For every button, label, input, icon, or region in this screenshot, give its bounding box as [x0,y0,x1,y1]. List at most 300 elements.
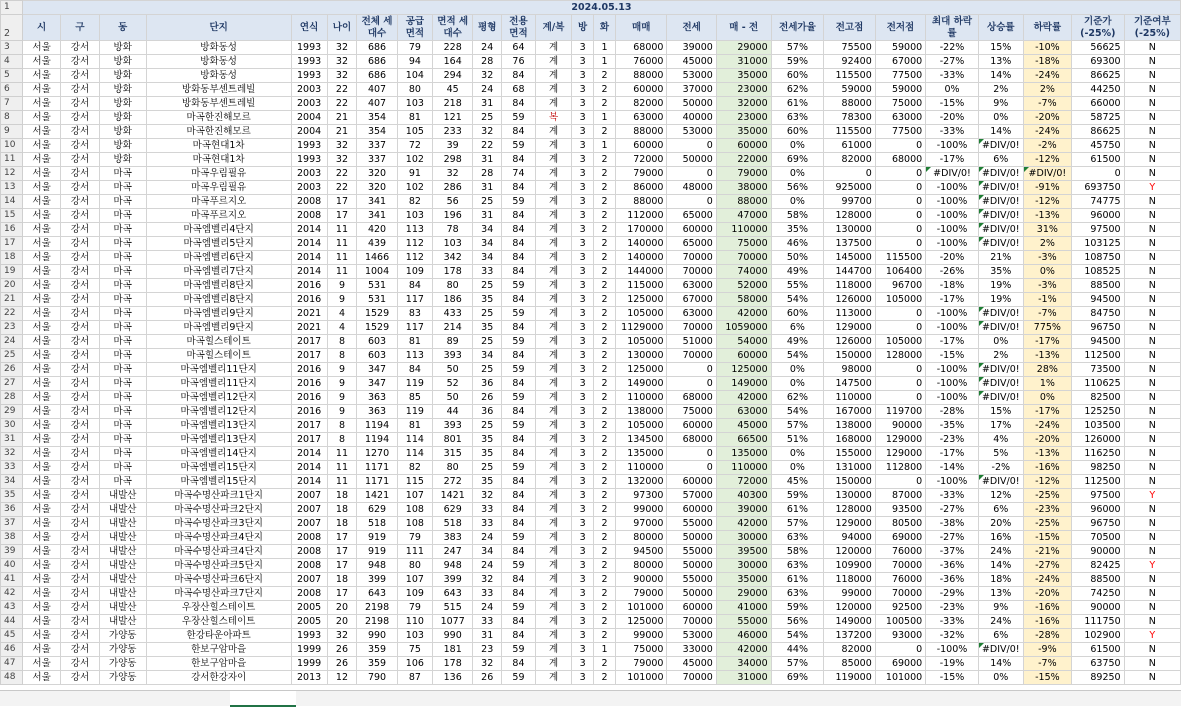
column-header[interactable]: 전세가율 [771,15,824,41]
table-cell[interactable]: 2 [594,475,616,489]
row-number[interactable]: 2 [1,15,23,41]
table-cell[interactable]: 2 [594,601,616,615]
table-cell[interactable]: 102 [397,181,432,195]
table-cell[interactable]: 2017 [291,335,327,349]
table-cell[interactable]: 84 [501,377,535,391]
table-cell[interactable]: 강서 [61,489,99,503]
table-cell[interactable]: 294 [432,69,473,83]
table-cell[interactable]: 강서 [61,69,99,83]
table-cell[interactable]: 서울 [22,125,60,139]
table-cell[interactable]: #DIV/0! [978,181,1023,195]
table-cell[interactable]: 96000 [1071,503,1124,517]
table-cell[interactable]: N [1124,279,1180,293]
table-cell[interactable]: 마곡 [99,265,146,279]
table-cell[interactable]: 2 [594,545,616,559]
table-cell[interactable]: 계 [535,559,571,573]
table-cell[interactable]: 3 [572,531,594,545]
table-cell[interactable]: 990 [357,629,398,643]
table-cell[interactable]: -100% [926,475,979,489]
table-cell[interactable]: 69000 [875,657,925,671]
row-number[interactable]: 7 [1,97,23,111]
table-cell[interactable]: 계 [535,517,571,531]
table-cell[interactable]: 72 [397,139,432,153]
table-cell[interactable]: 0 [875,307,925,321]
table-cell[interactable]: 109900 [824,559,876,573]
table-cell[interactable]: -2% [1023,139,1071,153]
column-header[interactable]: 계/복 [535,15,571,41]
table-cell[interactable]: 32 [327,55,357,69]
table-cell[interactable]: -22% [926,41,979,55]
table-cell[interactable]: 3 [572,195,594,209]
table-cell[interactable]: 1194 [357,419,398,433]
table-cell[interactable]: 마곡 [99,405,146,419]
column-header[interactable]: 하락률 [1023,15,1071,41]
table-cell[interactable]: 강서 [61,279,99,293]
table-cell[interactable]: 3 [572,419,594,433]
column-header[interactable]: 구 [61,15,99,41]
table-cell[interactable]: 26 [327,643,357,657]
table-cell[interactable]: 97500 [1071,223,1124,237]
table-cell[interactable]: -33% [926,69,979,83]
table-cell[interactable]: 31 [473,209,502,223]
table-cell[interactable]: 한보구암마을 [146,643,291,657]
table-cell[interactable]: 126000 [824,293,876,307]
table-cell[interactable]: 1077 [432,615,473,629]
table-cell[interactable]: 105000 [615,419,667,433]
table-cell[interactable]: 298 [432,153,473,167]
table-cell[interactable]: 마곡수명산파크6단지 [146,573,291,587]
table-cell[interactable]: -33% [926,489,979,503]
table-cell[interactable]: N [1124,69,1180,83]
table-cell[interactable]: 35 [473,447,502,461]
table-cell[interactable]: 125000 [615,293,667,307]
table-cell[interactable]: -20% [1023,111,1071,125]
table-cell[interactable]: 103125 [1071,237,1124,251]
table-cell[interactable]: 102 [397,153,432,167]
table-cell[interactable]: 775% [1023,321,1071,335]
table-cell[interactable]: 32 [327,153,357,167]
table-cell[interactable]: 150000 [824,349,876,363]
table-cell[interactable]: 3 [572,69,594,83]
table-cell[interactable]: 22 [327,97,357,111]
table-cell[interactable]: 88000 [716,195,771,209]
table-cell[interactable]: 515 [432,601,473,615]
table-cell[interactable]: 90000 [1071,545,1124,559]
table-cell[interactable]: 24 [473,601,502,615]
table-cell[interactable]: 341 [357,209,398,223]
table-cell[interactable]: 2016 [291,377,327,391]
table-cell[interactable]: 117 [397,321,432,335]
table-cell[interactable]: 2007 [291,573,327,587]
table-cell[interactable]: 1194 [357,433,398,447]
table-cell[interactable]: 84 [501,251,535,265]
table-cell[interactable]: 363 [357,405,398,419]
table-cell[interactable]: 2 [594,391,616,405]
table-cell[interactable]: 방화 [99,139,146,153]
table-cell[interactable]: 59 [501,111,535,125]
table-cell[interactable]: 강서 [61,615,99,629]
table-cell[interactable]: 서울 [22,517,60,531]
table-cell[interactable]: 우장산힐스테이트 [146,615,291,629]
table-cell[interactable]: 강서 [61,41,99,55]
table-cell[interactable]: 75500 [824,41,876,55]
table-cell[interactable]: 계 [535,237,571,251]
column-header[interactable]: 화 [594,15,616,41]
table-cell[interactable]: 서울 [22,97,60,111]
table-cell[interactable]: -27% [1023,559,1071,573]
table-cell[interactable]: 1999 [291,657,327,671]
row-number[interactable]: 13 [1,181,23,195]
table-cell[interactable]: 50 [432,363,473,377]
table-cell[interactable]: 2 [594,223,616,237]
table-cell[interactable]: 76000 [875,545,925,559]
table-cell[interactable]: 서울 [22,55,60,69]
table-cell[interactable]: -13% [1023,209,1071,223]
table-cell[interactable]: 686 [357,41,398,55]
table-cell[interactable]: 320 [357,181,398,195]
table-cell[interactable]: 0% [1023,265,1071,279]
table-cell[interactable]: 4% [978,433,1023,447]
table-cell[interactable]: 계 [535,223,571,237]
table-cell[interactable]: 101000 [615,671,667,685]
table-cell[interactable]: 21% [978,251,1023,265]
table-cell[interactable]: -91% [1023,181,1071,195]
column-header[interactable]: 최대 하락률 [926,15,979,41]
table-cell[interactable]: -32% [926,629,979,643]
table-cell[interactable]: 63000 [667,279,716,293]
table-cell[interactable]: 강서 [61,251,99,265]
table-cell[interactable]: 78300 [824,111,876,125]
table-cell[interactable]: 70000 [667,251,716,265]
table-cell[interactable]: 2 [594,279,616,293]
table-cell[interactable]: 계 [535,475,571,489]
table-cell[interactable]: 130000 [615,349,667,363]
table-cell[interactable]: 3 [572,503,594,517]
table-cell[interactable]: 가양동 [99,671,146,685]
row-number[interactable]: 11 [1,153,23,167]
table-cell[interactable]: 100500 [875,615,925,629]
table-cell[interactable]: 2 [594,307,616,321]
table-cell[interactable]: 42000 [716,307,771,321]
table-cell[interactable]: -27% [926,531,979,545]
table-cell[interactable]: 53000 [667,125,716,139]
table-cell[interactable]: 93500 [875,503,925,517]
table-cell[interactable]: 4 [327,307,357,321]
table-cell[interactable]: 69300 [1071,55,1124,69]
table-cell[interactable]: N [1124,41,1180,55]
table-cell[interactable]: 35000 [716,125,771,139]
table-cell[interactable]: 63000 [667,307,716,321]
table-cell[interactable]: 1004 [357,265,398,279]
table-cell[interactable]: -100% [926,195,979,209]
table-cell[interactable]: N [1124,195,1180,209]
table-cell[interactable]: 110625 [1071,377,1124,391]
table-cell[interactable]: 125250 [1071,405,1124,419]
table-cell[interactable]: 강서 [61,293,99,307]
table-cell[interactable]: 0 [667,363,716,377]
table-cell[interactable]: 마곡 [99,391,146,405]
table-cell[interactable]: 17 [327,209,357,223]
table-cell[interactable]: 88000 [615,195,667,209]
table-cell[interactable]: 59 [501,391,535,405]
table-cell[interactable]: 서울 [22,545,60,559]
table-cell[interactable]: 3 [572,41,594,55]
table-cell[interactable]: 2 [594,265,616,279]
table-cell[interactable]: 3 [572,293,594,307]
table-cell[interactable]: 119 [397,377,432,391]
table-cell[interactable]: 24% [978,545,1023,559]
column-header[interactable]: 동 [99,15,146,41]
table-cell[interactable]: 34 [473,251,502,265]
table-cell[interactable]: 0% [978,111,1023,125]
table-cell[interactable]: 61500 [1071,153,1124,167]
table-cell[interactable]: 서울 [22,223,60,237]
row-number[interactable]: 1 [1,1,23,15]
table-cell[interactable]: 서울 [22,615,60,629]
table-cell[interactable]: 2008 [291,545,327,559]
table-cell[interactable]: N [1124,223,1180,237]
table-cell[interactable]: 140000 [615,237,667,251]
table-cell[interactable]: 64 [501,41,535,55]
column-header[interactable]: 상승률 [978,15,1023,41]
table-cell[interactable]: 45750 [1071,139,1124,153]
table-cell[interactable]: 39500 [716,545,771,559]
table-cell[interactable]: 0% [771,447,824,461]
table-cell[interactable]: 84 [501,447,535,461]
table-cell[interactable]: 57% [771,517,824,531]
table-cell[interactable]: 73500 [1071,363,1124,377]
table-cell[interactable]: -24% [1023,573,1071,587]
table-cell[interactable]: 60% [771,69,824,83]
table-cell[interactable]: 33 [473,615,502,629]
table-cell[interactable]: 439 [357,237,398,251]
table-cell[interactable]: 24 [473,559,502,573]
table-cell[interactable]: 84 [501,349,535,363]
table-cell[interactable]: 3 [572,461,594,475]
table-cell[interactable]: 315 [432,447,473,461]
table-cell[interactable]: 85000 [824,657,876,671]
table-cell[interactable]: 83 [397,307,432,321]
table-cell[interactable]: 22000 [716,153,771,167]
table-cell[interactable]: 26 [327,657,357,671]
table-cell[interactable]: 79 [397,531,432,545]
table-cell[interactable]: 178 [432,265,473,279]
table-cell[interactable]: 70000 [667,349,716,363]
table-cell[interactable]: 2 [594,573,616,587]
table-cell[interactable]: 2 [594,83,616,97]
table-cell[interactable]: 129000 [824,517,876,531]
table-cell[interactable]: 2198 [357,615,398,629]
table-cell[interactable]: 마곡엠벨리7단지 [146,265,291,279]
table-cell[interactable]: -20% [926,251,979,265]
table-cell[interactable]: N [1124,209,1180,223]
table-cell[interactable]: 87000 [875,489,925,503]
column-header[interactable]: 단지 [146,15,291,41]
table-cell[interactable]: N [1124,615,1180,629]
table-cell[interactable]: 354 [357,125,398,139]
table-cell[interactable]: 서울 [22,447,60,461]
table-cell[interactable]: 32 [473,125,502,139]
table-cell[interactable]: 3 [572,391,594,405]
table-cell[interactable]: 서울 [22,489,60,503]
table-cell[interactable]: -15% [926,97,979,111]
table-cell[interactable]: -29% [926,587,979,601]
table-cell[interactable]: 2014 [291,461,327,475]
table-cell[interactable]: 125000 [615,615,667,629]
row-number[interactable]: 36 [1,503,23,517]
table-cell[interactable]: 121 [432,111,473,125]
table-cell[interactable]: 228 [432,41,473,55]
table-cell[interactable]: 112800 [875,461,925,475]
table-cell[interactable]: 2016 [291,391,327,405]
table-cell[interactable]: 341 [357,195,398,209]
table-cell[interactable]: 1171 [357,461,398,475]
table-cell[interactable]: 81 [397,335,432,349]
row-number[interactable]: 35 [1,489,23,503]
table-cell[interactable]: 54% [771,629,824,643]
table-cell[interactable]: 150000 [824,475,876,489]
row-number[interactable]: 16 [1,223,23,237]
table-cell[interactable]: -17% [926,153,979,167]
table-cell[interactable]: 2 [594,559,616,573]
table-cell[interactable]: N [1124,377,1180,391]
table-cell[interactable]: 59000 [875,41,925,55]
table-cell[interactable]: -18% [926,279,979,293]
table-cell[interactable]: 138000 [615,405,667,419]
table-cell[interactable]: 39 [432,139,473,153]
table-cell[interactable]: 3 [572,55,594,69]
table-cell[interactable]: -15% [926,349,979,363]
table-cell[interactable]: 1993 [291,153,327,167]
table-cell[interactable]: 계 [535,265,571,279]
table-cell[interactable]: 계 [535,209,571,223]
table-cell[interactable]: 63% [771,111,824,125]
table-cell[interactable]: 33 [473,517,502,531]
table-cell[interactable]: 0 [1071,167,1124,181]
table-cell[interactable]: 59 [501,195,535,209]
table-cell[interactable]: 서울 [22,377,60,391]
table-cell[interactable]: 1421 [432,489,473,503]
table-cell[interactable]: -28% [1023,629,1071,643]
table-cell[interactable]: 3 [572,139,594,153]
table-cell[interactable]: 계 [535,363,571,377]
table-cell[interactable]: 33000 [667,643,716,657]
table-cell[interactable]: 44 [432,405,473,419]
table-cell[interactable]: 2 [594,531,616,545]
table-cell[interactable]: 98000 [824,363,876,377]
table-cell[interactable]: 23000 [716,83,771,97]
table-cell[interactable]: 17 [327,531,357,545]
table-cell[interactable]: -20% [926,111,979,125]
table-cell[interactable]: 72000 [615,153,667,167]
table-cell[interactable]: 11 [327,461,357,475]
table-cell[interactable]: 강서 [61,265,99,279]
table-cell[interactable]: 55000 [667,517,716,531]
table-cell[interactable]: 계 [535,293,571,307]
table-cell[interactable]: 0% [771,167,824,181]
table-cell[interactable]: N [1124,475,1180,489]
table-cell[interactable]: 24 [473,41,502,55]
table-cell[interactable]: -100% [926,377,979,391]
table-cell[interactable]: -24% [1023,419,1071,433]
table-cell[interactable]: 45000 [667,55,716,69]
table-cell[interactable]: 94500 [615,545,667,559]
table-cell[interactable]: -35% [926,419,979,433]
table-cell[interactable]: 15% [978,405,1023,419]
table-cell[interactable]: N [1124,125,1180,139]
table-cell[interactable]: 32 [473,573,502,587]
table-cell[interactable]: N [1124,321,1180,335]
table-cell[interactable]: -9% [1023,643,1071,657]
table-cell[interactable]: 마곡엠벨리5단지 [146,237,291,251]
table-cell[interactable]: 60000 [667,601,716,615]
table-cell[interactable]: 계 [535,643,571,657]
table-cell[interactable]: 강서 [61,153,99,167]
row-number[interactable]: 48 [1,671,23,685]
table-cell[interactable]: 99000 [615,629,667,643]
table-cell[interactable]: 17 [327,559,357,573]
table-cell[interactable]: 마곡 [99,363,146,377]
table-cell[interactable]: 25 [473,195,502,209]
table-cell[interactable]: 88000 [615,69,667,83]
table-cell[interactable]: 3 [572,517,594,531]
table-cell[interactable]: 12 [327,671,357,685]
table-cell[interactable]: 방화동성 [146,55,291,69]
table-cell[interactable]: 2% [1023,237,1071,251]
table-cell[interactable]: 84 [501,293,535,307]
row-number[interactable]: 28 [1,391,23,405]
table-cell[interactable]: 59 [501,419,535,433]
table-cell[interactable]: 2 [594,69,616,83]
table-cell[interactable]: 170000 [615,223,667,237]
table-cell[interactable]: 2 [594,125,616,139]
table-cell[interactable]: 108 [397,503,432,517]
table-cell[interactable]: 88500 [1071,573,1124,587]
table-cell[interactable]: 96000 [1071,209,1124,223]
table-cell[interactable]: 69000 [875,531,925,545]
table-cell[interactable]: 70000 [875,587,925,601]
table-cell[interactable]: 383 [432,531,473,545]
table-cell[interactable]: 28 [473,167,502,181]
table-cell[interactable]: 97500 [1071,489,1124,503]
table-cell[interactable]: 8 [327,419,357,433]
table-cell[interactable]: 61% [771,97,824,111]
table-cell[interactable]: 0 [875,377,925,391]
table-cell[interactable]: 강서 [61,643,99,657]
table-cell[interactable]: 25 [473,461,502,475]
table-cell[interactable]: 105000 [615,307,667,321]
table-cell[interactable]: 2017 [291,419,327,433]
table-cell[interactable]: -25% [1023,489,1071,503]
table-cell[interactable]: -19% [926,657,979,671]
table-cell[interactable]: 마곡힐스테이트 [146,335,291,349]
table-cell[interactable]: 94500 [1071,293,1124,307]
table-cell[interactable]: 119000 [824,671,876,685]
table-cell[interactable]: 마곡 [99,209,146,223]
table-cell[interactable]: 86625 [1071,69,1124,83]
table-cell[interactable]: 76000 [875,573,925,587]
table-cell[interactable]: 61500 [1071,643,1124,657]
table-cell[interactable]: -28% [926,405,979,419]
row-number[interactable]: 15 [1,209,23,223]
table-cell[interactable]: 51% [771,433,824,447]
table-cell[interactable]: 강서 [61,517,99,531]
table-cell[interactable]: -26% [926,265,979,279]
table-cell[interactable]: 2 [594,293,616,307]
table-cell[interactable]: 11 [327,251,357,265]
table-cell[interactable]: #DIV/0! [978,643,1023,657]
table-cell[interactable]: 89 [432,335,473,349]
